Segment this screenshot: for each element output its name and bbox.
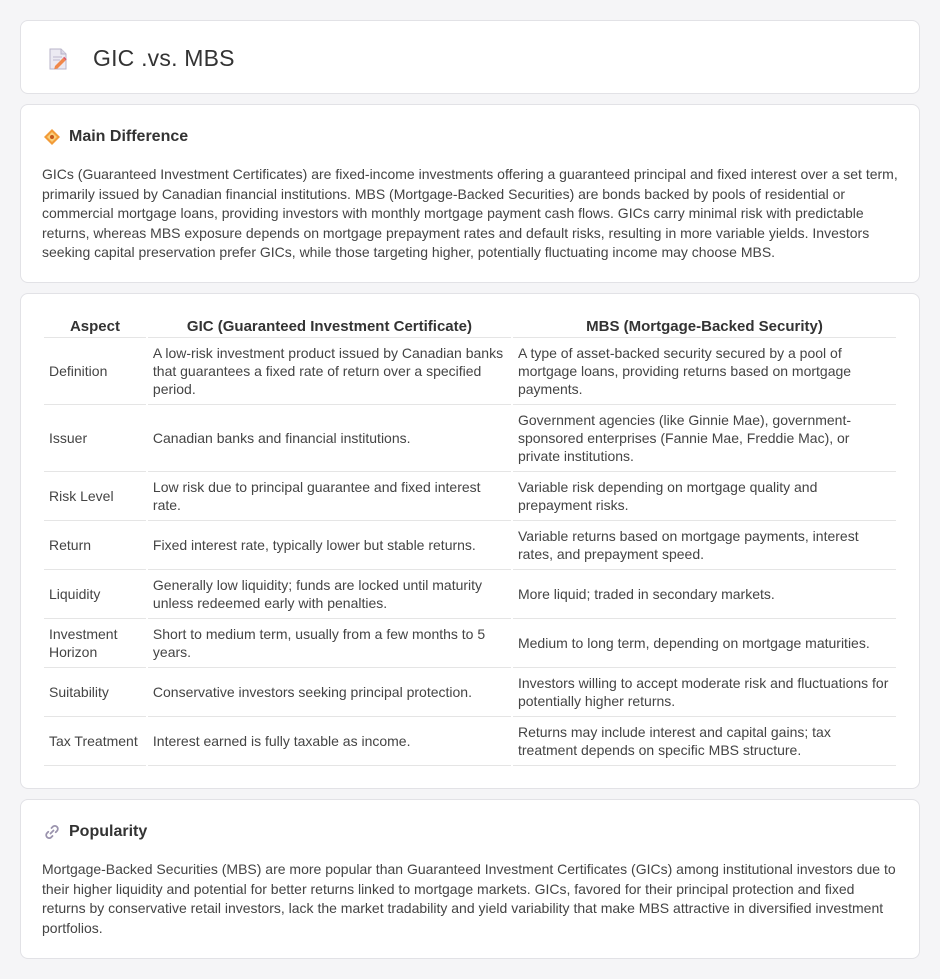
table-row	[44, 717, 896, 766]
mbs-cell: A type of asset-backed security secured by a pool of mortgage loans, providing returns based on mortgage payments.	[513, 338, 896, 405]
mbs-cell: Returns may include interest and capital gains; tax treatment depends on specific MBS structure.	[513, 717, 896, 766]
column-header: MBS (Mortgage-Backed Security)	[513, 316, 896, 338]
aspect-cell: Suitability	[44, 668, 146, 717]
aspect-cell: Risk Level	[44, 472, 146, 521]
aspect-cell: Issuer	[44, 405, 146, 472]
popularity-section	[20, 799, 920, 959]
mbs-cell: Government agencies (like Ginnie Mae), government-sponsored enterprises (Fannie Mae, Freddie Mac), or private institutions.	[513, 405, 896, 472]
diamond-badge-icon	[43, 128, 61, 146]
mbs-cell: Investors willing to accept moderate risk and fluctuations for potentially higher returns.	[513, 668, 896, 717]
table-row	[44, 668, 896, 717]
gic-cell: Short to medium term, usually from a few months to 5 years.	[148, 619, 511, 668]
table-row	[44, 405, 896, 472]
column-header: Aspect	[44, 316, 146, 338]
popularity-text: Mortgage-Backed Securities (MBS) are more popular than Guaranteed Investment Certificates (GICs) among institutional investors due to their higher liquidity and potential for better returns linked to mortgage markets. GICs, favored for their principal protection and fixed returns by conservative retail investors, lack the market tradability and yield variability that make MBS attractive in diversified investment portfolios.	[42, 861, 896, 936]
aspect-cell: Liquidity	[44, 570, 146, 619]
mbs-cell: Variable returns based on mortgage payments, interest rates, and prepayment speed.	[513, 521, 896, 570]
aspect-cell: Tax Treatment	[44, 717, 146, 766]
main-difference-text: GICs (Guaranteed Investment Certificates) are fixed-income investments offering a guaranteed principal and fixed interest over a set term, primarily issued by Canadian financial institutions. MBS (Mortgage-Backed Securities) are bonds backed by pools of residential or commercial mortgage loans, providing investors with monthly mortgage payment cash flows. GICs carry minimal risk with predictable returns, whereas MBS exposure depends on mortgage prepayment rates and default risks, resulting in more variable yields. Investors seeking capital preservation prefer GICs, while those targeting higher, potentially fluctuating income may choose MBS.	[42, 166, 898, 261]
gic-cell: Fixed interest rate, typically lower but stable returns.	[148, 521, 511, 570]
table-row	[44, 619, 896, 668]
column-header: GIC (Guaranteed Investment Certificate)	[148, 316, 511, 338]
aspect-cell: Definition	[44, 338, 146, 405]
comparison-table-section	[20, 293, 920, 789]
header-card	[20, 20, 920, 94]
gic-cell: Conservative investors seeking principal protection.	[148, 668, 511, 717]
mbs-cell: Medium to long term, depending on mortgage maturities.	[513, 619, 896, 668]
mbs-cell: Variable risk depending on mortgage quality and prepayment risks.	[513, 472, 896, 521]
document-edit-icon	[47, 47, 69, 71]
gic-cell: Interest earned is fully taxable as income.	[148, 717, 511, 766]
popularity-heading	[43, 822, 147, 842]
table-header-row	[44, 316, 896, 338]
table-row	[44, 338, 896, 405]
gic-cell: A low-risk investment product issued by Canadian banks that guarantees a fixed rate of return over a specified period.	[148, 338, 511, 405]
comparison-table	[42, 316, 898, 766]
link-icon	[43, 823, 61, 841]
mbs-cell: More liquid; traded in secondary markets.	[513, 570, 896, 619]
section-title: Main Difference	[69, 128, 189, 145]
gic-cell: Low risk due to principal guarantee and fixed interest rate.	[148, 472, 511, 521]
table-row	[44, 570, 896, 619]
table-row	[44, 472, 896, 521]
main-difference-heading	[43, 127, 188, 147]
aspect-cell: Return	[44, 521, 146, 570]
aspect-cell: Investment Horizon	[44, 619, 146, 668]
main-difference-section	[20, 104, 920, 283]
table-row	[44, 521, 896, 570]
gic-cell: Generally low liquidity; funds are locked until maturity unless redeemed early with penalties.	[148, 570, 511, 619]
page-title: GIC .vs. MBS	[93, 45, 235, 71]
gic-cell: Canadian banks and financial institutions.	[148, 405, 511, 472]
section-title: Popularity	[69, 823, 148, 840]
